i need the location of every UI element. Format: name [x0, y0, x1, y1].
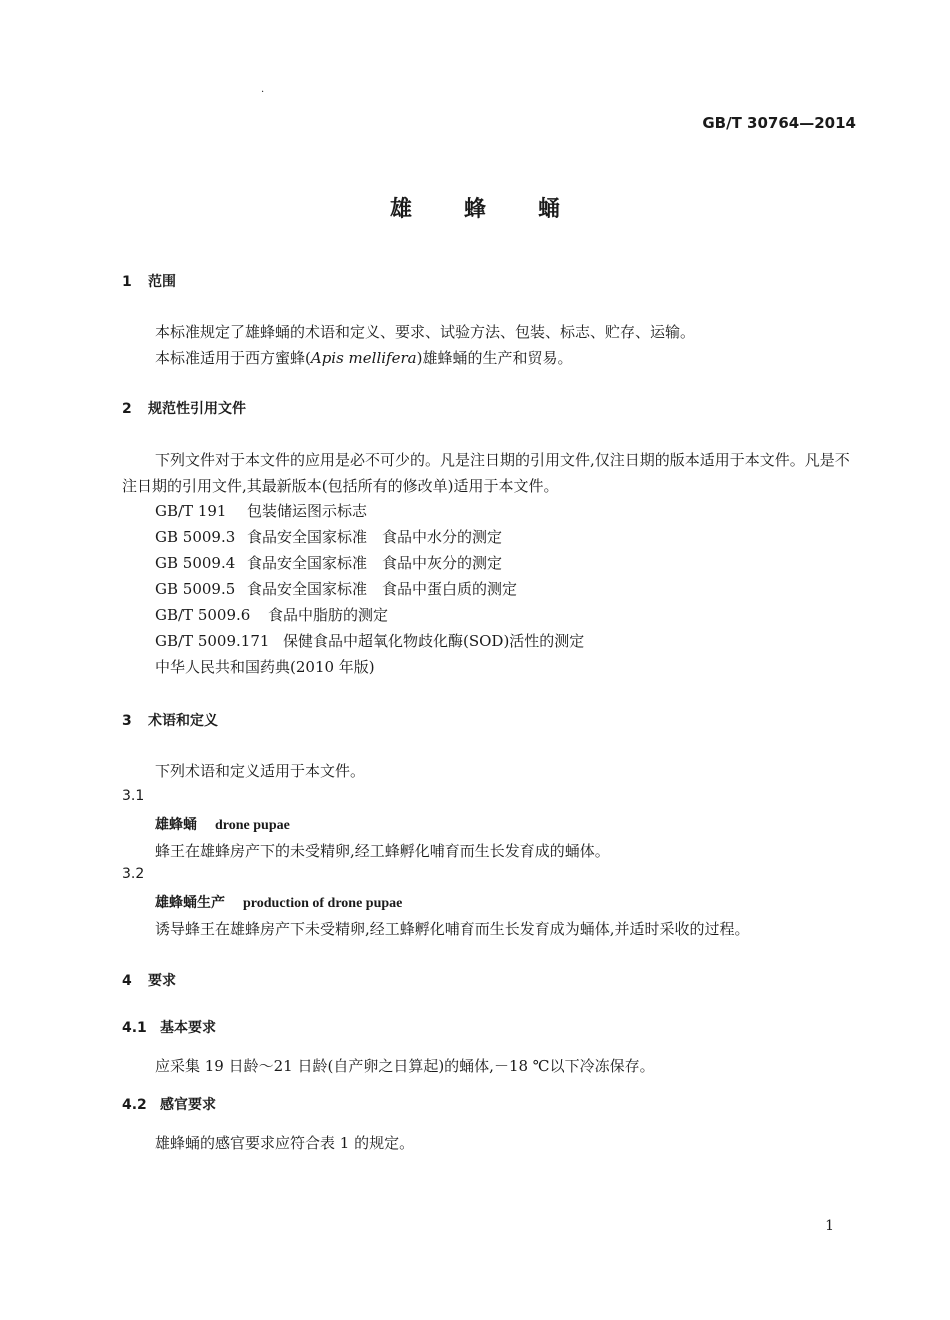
- paragraph: 下列文件对于本文件的应用是必不可少的。凡是注日期的引用文件,仅注日期的版本适用于本文件。凡是不注日期的引用文件,其最新版本(包括所有的修改单)适用于本文件。: [122, 451, 850, 495]
- paragraph: [155, 347, 572, 368]
- reference-item: [155, 656, 375, 677]
- subsection-number: 4.1: [122, 1020, 147, 1036]
- reference-title: 中华人民共和国药典(2010 年版): [155, 658, 375, 676]
- reference-code: GB 5009.5: [155, 580, 236, 598]
- section-heading-requirements: [122, 970, 176, 990]
- reference-item: [155, 500, 367, 521]
- reference-item: [155, 630, 584, 651]
- term-number: 3.1: [122, 788, 145, 804]
- term-zh: 雄蜂蛹生产: [155, 895, 225, 911]
- page-number: 1: [825, 1218, 834, 1234]
- term-zh: 雄蜂蛹: [155, 817, 197, 833]
- term-definition: 蜂王在雄蜂房产下的未受精卵,经工蜂孵化哺育而生长发育成的蛹体。: [155, 842, 610, 860]
- section-title: 要求: [148, 973, 176, 989]
- reference-title: 包装储运图示标志: [247, 502, 368, 520]
- paragraph: 本标准规定了雄蜂蛹的术语和定义、要求、试验方法、包装、标志、贮存、运输。: [155, 323, 696, 341]
- term-definition: 诱导蜂王在雄蜂房产下未受精卵,经工蜂孵化哺育而生长发育成为蛹体,并适时采收的过程。: [155, 920, 750, 938]
- reference-item: [155, 578, 517, 599]
- scan-dot: .: [261, 84, 265, 95]
- section-title: 范围: [148, 274, 176, 290]
- paragraph: 应采集 19 日龄～21 日龄(自产卵之日算起)的蛹体,－18 ℃以下冷冻保存。: [155, 1057, 655, 1075]
- reference-item: [155, 604, 388, 625]
- latin-name: Apis mellifera: [310, 349, 417, 367]
- subsection-title: 基本要求: [160, 1020, 216, 1036]
- term-heading: [155, 814, 290, 834]
- term-heading: [155, 892, 402, 912]
- subsection-heading: [122, 1017, 216, 1037]
- section-number: 1: [122, 274, 132, 290]
- section-heading-normative-references: [122, 398, 246, 418]
- reference-title: 食品安全国家标准 食品中蛋白质的测定: [247, 580, 518, 598]
- reference-code: GB/T 5009.6: [155, 606, 251, 624]
- title-char: 蜂: [463, 197, 486, 222]
- term-en: production of drone pupae: [243, 896, 403, 911]
- reference-code: GB 5009.4: [155, 554, 236, 572]
- text: 本标准适用于西方蜜蜂(: [155, 349, 311, 367]
- text: )雄蜂蛹的生产和贸易。: [416, 349, 573, 367]
- title-char: 雄: [389, 197, 412, 222]
- section-number: 2: [122, 401, 132, 417]
- document-title: [0, 192, 950, 223]
- paragraph: 下列术语和定义适用于本文件。: [155, 762, 366, 780]
- section-title: 规范性引用文件: [148, 401, 246, 417]
- reference-code: GB/T 191: [155, 502, 227, 520]
- section-heading-scope: [122, 271, 176, 291]
- paragraph: 雄蜂蛹的感官要求应符合表 1 的规定。: [155, 1134, 415, 1152]
- reference-code: GB/T 5009.171: [155, 632, 270, 650]
- reference-title: 食品中脂肪的测定: [268, 606, 389, 624]
- reference-title: 食品安全国家标准 食品中水分的测定: [247, 528, 503, 546]
- reference-item: [155, 552, 502, 573]
- section-heading-terms: [122, 710, 218, 730]
- term-number: 3.2: [122, 866, 145, 882]
- section-title: 术语和定义: [148, 713, 218, 729]
- standard-code: GB/T 30764—2014: [702, 114, 856, 132]
- reference-code: GB 5009.3: [155, 528, 236, 546]
- subsection-title: 感官要求: [160, 1097, 216, 1113]
- reference-title: 保健食品中超氧化物歧化酶(SOD)活性的测定: [283, 632, 585, 650]
- title-char: 蛹: [538, 197, 561, 222]
- reference-item: [155, 526, 502, 547]
- reference-title: 食品安全国家标准 食品中灰分的测定: [247, 554, 503, 572]
- term-en: drone pupae: [215, 818, 290, 833]
- subsection-heading: [122, 1094, 216, 1114]
- section-number: 4: [122, 973, 132, 989]
- section-number: 3: [122, 713, 132, 729]
- subsection-number: 4.2: [122, 1097, 147, 1113]
